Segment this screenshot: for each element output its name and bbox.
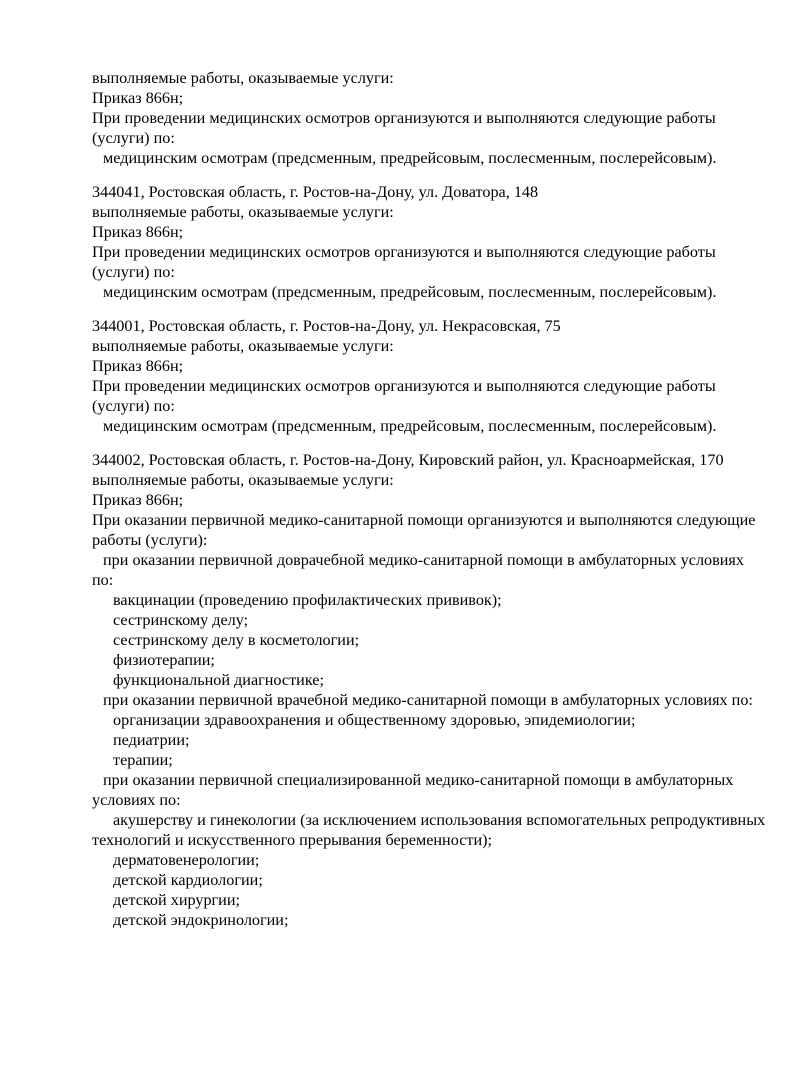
text-line: При оказании первичной медико-санитарной помощи организуются и выполняются следующие	[92, 511, 756, 529]
text-line: медицинским осмотрам (предсменным, предрейсовым, послесменным, послерейсовым).	[103, 417, 717, 435]
order-reference-line: Приказ 866н;	[92, 223, 184, 241]
text-line: сестринскому делу в косметологии;	[113, 631, 360, 649]
works-services-heading-line: выполняемые работы, оказываемые услуги:	[92, 471, 394, 489]
text-line: детской хирургии;	[113, 891, 241, 909]
text-line: терапии;	[113, 751, 173, 769]
text-line: (услуги) по:	[92, 263, 175, 281]
order-reference-line: Приказ 866н;	[92, 357, 184, 375]
text-line: физиотерапии;	[113, 651, 215, 669]
text-line: дерматовенерологии;	[113, 851, 260, 869]
text-line: медицинским осмотрам (предсменным, предрейсовым, послесменным, послерейсовым).	[103, 283, 717, 301]
text-line: (услуги) по:	[92, 129, 175, 147]
text-line: при оказании первичной врачебной медико-санитарной помощи в амбулаторных условиях по:	[103, 691, 753, 709]
text-line: условиях по:	[92, 791, 181, 809]
text-line: сестринскому делу;	[113, 611, 249, 629]
text-line: при оказании первичной доврачебной медико-санитарной помощи в амбулаторных условиях	[103, 551, 744, 569]
address-line: 344041, Ростовская область, г. Ростов-на-Дону, ул. Доватора, 148	[92, 183, 539, 201]
address-line: 344001, Ростовская область, г. Ростов-на-Дону, ул. Некрасовская, 75	[92, 317, 561, 335]
text-line: при оказании первичной специализированной медико-санитарной помощи в амбулаторных	[103, 771, 734, 789]
order-reference-line: Приказ 866н;	[92, 89, 184, 107]
text-line: (услуги) по:	[92, 397, 175, 415]
works-services-heading-line: выполняемые работы, оказываемые услуги:	[92, 203, 394, 221]
license-text-block	[92, 316, 762, 436]
text-line: вакцинации (проведению профилактических прививок);	[113, 591, 502, 609]
license-text-block	[92, 182, 762, 302]
text-line: по:	[92, 571, 114, 589]
text-line: технологий и искусственного прерывания беременности);	[92, 831, 493, 849]
license-text-block	[92, 68, 762, 168]
text-line: При проведении медицинских осмотров организуются и выполняются следующие работы	[92, 109, 716, 127]
address-line: 344002, Ростовская область, г. Ростов-на-Дону, Кировский район, ул. Красноармейская, 170	[92, 451, 724, 469]
works-services-heading-line: выполняемые работы, оказываемые услуги:	[92, 337, 394, 355]
text-line: функциональной диагностике;	[113, 671, 324, 689]
text-line: акушерству и гинекологии (за исключением использования вспомогательных репродуктивных	[113, 811, 766, 829]
order-reference-line: Приказ 866н;	[92, 491, 184, 509]
text-line: При проведении медицинских осмотров организуются и выполняются следующие работы	[92, 243, 716, 261]
text-line: работы (услуги):	[92, 531, 208, 549]
text-line: детской кардиологии;	[113, 871, 263, 889]
works-services-heading-line: выполняемые работы, оказываемые услуги:	[92, 69, 394, 87]
text-line: педиатрии;	[113, 731, 190, 749]
text-line: При проведении медицинских осмотров организуются и выполняются следующие работы	[92, 377, 716, 395]
document-body	[92, 68, 766, 930]
text-line: организации здравоохранения и общественному здоровью, эпидемиологии;	[113, 711, 636, 729]
text-line: медицинским осмотрам (предсменным, предрейсовым, послесменным, послерейсовым).	[103, 149, 717, 167]
text-line: детской эндокринологии;	[113, 911, 289, 929]
license-text-block	[92, 450, 766, 930]
